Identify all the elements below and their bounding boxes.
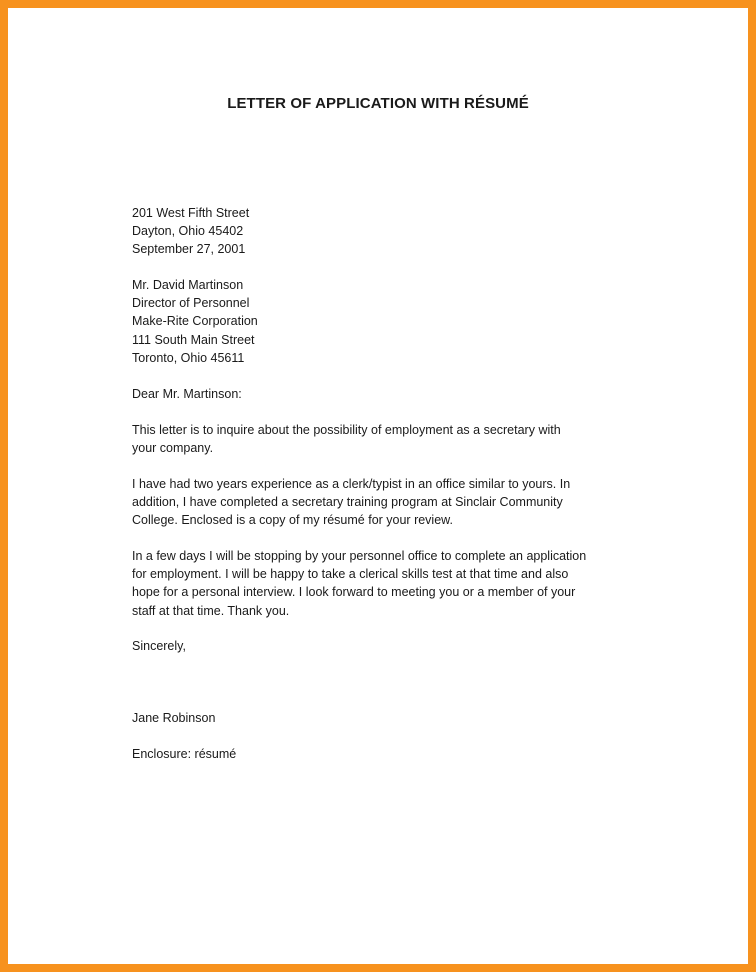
paragraph-line: I have had two years experience as a clerk/typist in an office similar to yours. In <box>132 477 571 491</box>
paragraph <box>132 547 612 620</box>
closing-text: Sincerely, <box>132 639 186 653</box>
address-line: Mr. David Martinson <box>132 278 244 292</box>
address-line: 111 South Main Street <box>132 332 255 347</box>
salutation-text: Dear Mr. Martinson: <box>132 387 242 401</box>
paragraph <box>132 421 612 457</box>
address-line: Make-Rite Corporation <box>132 314 258 329</box>
paragraph-line: your company. <box>132 441 214 456</box>
letter-title: LETTER OF APPLICATION WITH RÉSUMÉ <box>227 95 529 112</box>
address-line: Director of Personnel <box>132 296 250 311</box>
paragraph-line: College. Enclosed is a copy of my résumé for your review. <box>132 513 453 528</box>
date-line: September 27, 2001 <box>132 242 246 257</box>
signature <box>132 709 612 727</box>
address-line: Dayton, Ohio 45402 <box>132 224 244 239</box>
enclosure <box>132 745 612 763</box>
paragraph <box>132 475 612 530</box>
paragraph-line: addition, I have completed a secretary training program at Sinclair Community <box>132 495 563 510</box>
address-line: 201 West Fifth Street <box>132 206 250 220</box>
enclosure-note: Enclosure: résumé <box>132 747 237 761</box>
signature-name: Jane Robinson <box>132 711 216 725</box>
address-line: Toronto, Ohio 45611 <box>132 350 245 365</box>
recipient-address <box>132 276 612 367</box>
paragraph-line: In a few days I will be stopping by your personnel office to complete an application <box>132 549 587 563</box>
paragraph-line: hope for a personal interview. I look forward to meeting you or a member of your <box>132 585 576 600</box>
paragraph-line: for employment. I will be happy to take a clerical skills test at that time and also <box>132 567 569 582</box>
sender-address <box>132 204 612 259</box>
paragraph-line: This letter is to inquire about the possibility of employment as a secretary with <box>132 423 561 437</box>
closing <box>132 637 612 655</box>
salutation <box>132 385 612 403</box>
paragraph-line: staff at that time. Thank you. <box>132 603 290 618</box>
